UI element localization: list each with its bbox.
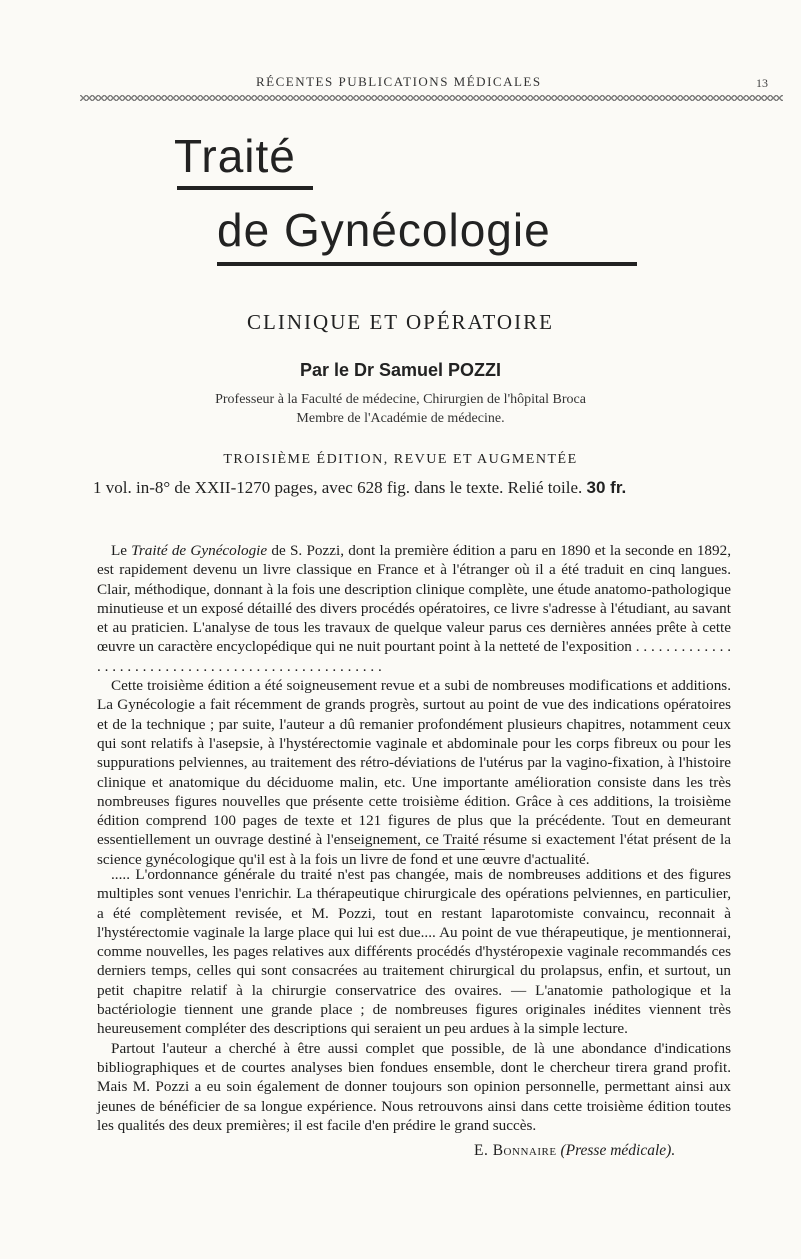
volume-description — [93, 478, 733, 498]
author-affiliation-1: Professeur à la Faculté de médecine, Chirurgien de l'hôpital Broca — [215, 392, 586, 407]
book-title-line-1: Traité — [174, 130, 296, 182]
book-subtitle: CLINIQUE ET OPÉRATOIRE — [247, 310, 554, 334]
author-affiliation-2: Membre de l'Académie de médecine. — [296, 411, 505, 426]
review-2-paragraph-1: ..... L'ordonnance générale du traité n'est pas changée, mais de nombreuses additions et des figures multiples sont venues l'enrichir. La thérapeutique chirurgicale des opérations pelviennes, en particulier, a été complètement revisée, et M. Pozzi, tout en restant laparotomiste convaincu, reconnait à l'hystérectomie vaginale la large place qui lui est due.... Au point de vue thérapeutique, je mentionnerai, comme nouvelles, les pages relatives aux différents procédés d'hystéropexie vaginale recommandés ces derniers temps, celles qui sont consacrées au traitement chirurgical du prolapsus, enfin, et surtout, un petit chapitre relatif à la chirurgie conservatrice des ovaires. — L'anatomie pathologique et la bactériologie tiennent une grande place ; de nombreuses figures originales inédites viennent très heureusement compléter des descriptions qui seraient un peu ardues à la simple lecture. — [97, 866, 731, 1038]
author-line: Par le Dr Samuel POZZI — [299, 360, 502, 380]
review-1 — [97, 541, 731, 869]
review-1-text: de S. Pozzi, dont la première édition a paru en 1890 et la seconde en 1892, est rapidement devenu un livre classique en France et à l'étranger où il a été traduit en cinq langues. Clair, méthodique, donnant à la fois une description clinique complète, une étude anatomo-pathologique minutieuse et un exposé détaillé des divers procédés opératoires, ce livre s'adresse à l'étudiant, au savant et au praticien. L'analyse de tous les travaux de quelque valeur parus ces dernières années prête à cette œuvre un caractère encyclopédique qui ne nuit pourtant point à la netteté de l'exposition . . . . . . . . . . . . . . . . . . . . . . . . . . . . . . . . . . . . . . . . . . . . . . . . . . . — [97, 542, 732, 675]
review-2 — [97, 865, 731, 1135]
decorative-wavy-rule — [80, 95, 783, 103]
review-2-paragraph-2: Partout l'auteur a cherché à être aussi complet que possible, de là une abondance d'indications bibliographiques et de courtes analyses bien fondues ensemble, dont le chercheur tirera grand profit. Mais M. Pozzi a eu soin également de donner toujours son opinion personnelle, permettant ainsi aux jeunes de bénéficier de sa longue expérience. Nous retrouvons ainsi dans cette troisième édition toutes les qualités des deux premières; il est facile d'en prédire le grand succès. — [97, 1039, 731, 1134]
book-title-italic: Traité de Gynécologie — [131, 542, 268, 559]
book-title-line-2: de Gynécologie — [217, 204, 551, 256]
review-source: (Presse médicale). — [560, 1142, 676, 1159]
page-number: 13 — [756, 76, 768, 90]
title-underline-2 — [217, 262, 637, 266]
review-signature — [474, 1142, 675, 1160]
edition-line: TROISIÈME ÉDITION, REVUE ET AUGMENTÉE — [223, 452, 578, 467]
review-1-paragraph-2: Cette troisième édition a été soigneusement revue et a subi de nombreuses modifications et additions. La Gynécologie a fait récemment de grands progrès, surtout au point de vue des indications opératoires et de la technique ; par suite, l'auteur a dû remanier profondément plusieurs chapitres, notamment ceux qui sont relatifs à l'asepsie, à l'hystérectomie vaginale et abdominale pour les corps fibreux ou pour les suppurations pelviennes, au traitement des rétro-déviations de l'utérus par la vagino-fixation, à l'histoire clinique et anatomique du déciduome malin, etc. Une importante amélioration consiste dans les très nombreuses figures nouvelles que présente cette troisième édition. Grâce à ces additions, la troisième édition comprend 100 pages de texte et 121 figures de plus que la précédente. Tout en demeurant essentiellement un ouvrage destiné à l'enseignement, ce Traité résume si exactement l'état présent de la science gynécologique qu'il est à la fois un livre de fond et une œuvre d'actualité. — [97, 677, 731, 868]
review-1-lead: Le — [111, 542, 128, 559]
review-1-paragraph-1 — [97, 541, 731, 676]
running-head: RÉCENTES PUBLICATIONS MÉDICALES — [256, 74, 542, 89]
volume-details: 1 vol. in-8° de XXII-1270 pages, avec 628 fig. dans le texte. Relié toile. — [93, 478, 583, 497]
reviewer-name: E. Bonnaire — [474, 1142, 557, 1159]
separator-rule — [350, 849, 485, 850]
title-underline-1 — [177, 186, 313, 190]
price: 30 fr. — [586, 478, 627, 497]
